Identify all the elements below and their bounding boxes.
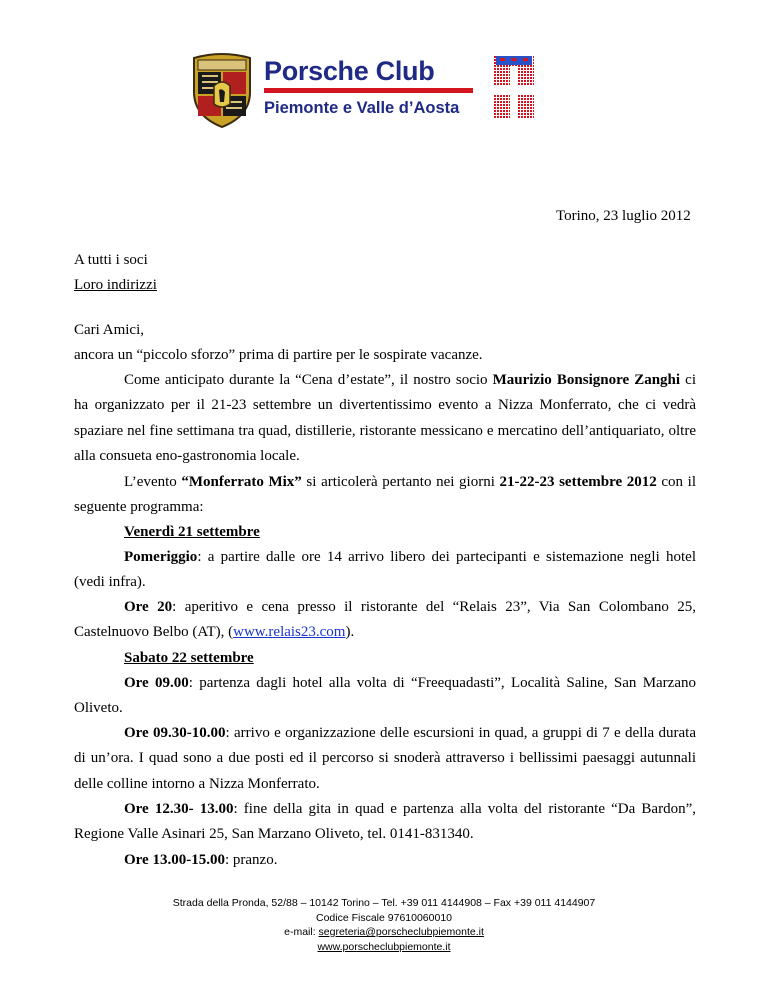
paragraph-intro: ancora un “piccolo sforzo” prima di partire per le sospirate vacanze. [74, 347, 483, 363]
day2-label: Sabato 22 settembre [124, 650, 254, 666]
piemonte-flag-icon [494, 56, 534, 118]
paragraph-event-intro [74, 368, 696, 470]
schedule-saturday-departure [74, 671, 696, 722]
schedule-text: : a partire dalle ore 14 arrivo libero dei partecipanti e sistemazione negli hotel (vedi infra). [74, 549, 696, 591]
schedule-text: : arrivo e organizzazione delle escursioni in quad, a gruppi di 7 e della durata di un’ora. I quad sono a due posti ed il percorso si snoderà attraverso i bellissimi paesaggi autunnali delle colline intorno a Nizza Monferrato. [74, 725, 696, 792]
brand-divider [264, 88, 473, 93]
schedule-text-end: ). [345, 624, 355, 641]
schedule-saturday-lunch [74, 848, 696, 873]
footer-website-link[interactable]: www.porscheclubpiemonte.it [317, 940, 451, 953]
brand-name: Porsche Club [264, 56, 435, 86]
footer-email-line [0, 925, 768, 940]
schedule-text: : aperitivo e cena presso il ristorante del “Relais 23”, Via San Colombano 25, Castelnuovo Belbo (AT), ( [74, 599, 696, 641]
schedule-saturday-quad [74, 721, 696, 797]
time-label: Ore 09.30-10.00 [124, 725, 226, 741]
footer-address: Strada della Pronda, 52/88 – 10142 Torino – Tel. +39 011 4144908 – Fax +39 011 4144907 [172, 897, 596, 909]
footer-website-line [0, 940, 768, 955]
footer-fiscal-code: Codice Fiscale 97610060010 [315, 911, 452, 924]
relais-website-link[interactable]: www.relais23.com [233, 624, 346, 641]
organizer-name: Maurizio Bonsignore Zanghi [492, 372, 681, 388]
schedule-saturday-lunch-transfer [74, 797, 696, 848]
day-heading-saturday [124, 646, 254, 671]
p3-text-end: con il seguente programma: [74, 474, 696, 516]
footer-email-link[interactable]: segreteria@porscheclubpiemonte.it [318, 926, 484, 938]
p2-text-start: Come anticipato durante la “Cena d’estate”, il nostro socio [124, 372, 493, 388]
event-name: “Monferrato Mix” [181, 474, 302, 490]
footer-email-label: e-mail: [284, 926, 319, 938]
schedule-text: : pranzo. [224, 852, 278, 868]
time-label: Ore 12.30- 13.00 [124, 801, 234, 817]
day-heading-friday [124, 520, 260, 545]
letter-date: Torino, 23 luglio 2012 [556, 208, 691, 224]
time-label: Ore 20 [124, 599, 173, 615]
recipient-line-1: A tutti i soci [74, 252, 148, 268]
time-label: Ore 13.00-15.00 [124, 852, 225, 868]
letter-footer [0, 896, 768, 954]
p2-text-end: ci ha organizzato per il 21-23 settembre un divertentissimo evento a Nizza Monferrato, che ci vedrà spaziare nel fine settimana tra quad, distillerie, ristorante messicano e mercatino dell’antiquariato, oltre alla consueta eno-gastronomia locale. [74, 372, 696, 465]
p3-text-mid: si articolerà pertanto nei giorni [301, 474, 500, 490]
greeting: Cari Amici, [74, 322, 144, 338]
porsche-crest-icon [190, 52, 254, 128]
recipient-line-2: Loro indirizzi [74, 277, 157, 293]
brand-region: Piemonte e Valle d’Aosta [264, 99, 460, 117]
schedule-text: : fine della gita in quad e partenza alla volta del ristorante “Da Bardon”, Regione Valle Asinari 25, San Marzano Oliveto, tel. 0141-831340. [74, 801, 696, 843]
p3-text-start: L’evento [124, 474, 182, 490]
brand-text [264, 56, 476, 119]
paragraph-event-dates [74, 470, 696, 521]
schedule-friday-evening [74, 595, 696, 646]
club-logo [190, 52, 530, 130]
time-label: Pomeriggio [124, 549, 198, 565]
schedule-friday-afternoon [74, 545, 696, 596]
schedule-text: : partenza dagli hotel alla volta di “Freequadasti”, Località Saline, San Marzano Oliveto. [74, 675, 696, 717]
day1-label: Venerdì 21 settembre [124, 524, 260, 540]
event-dates: 21-22-23 settembre 2012 [499, 474, 657, 490]
time-label: Ore 09.00 [124, 675, 189, 691]
